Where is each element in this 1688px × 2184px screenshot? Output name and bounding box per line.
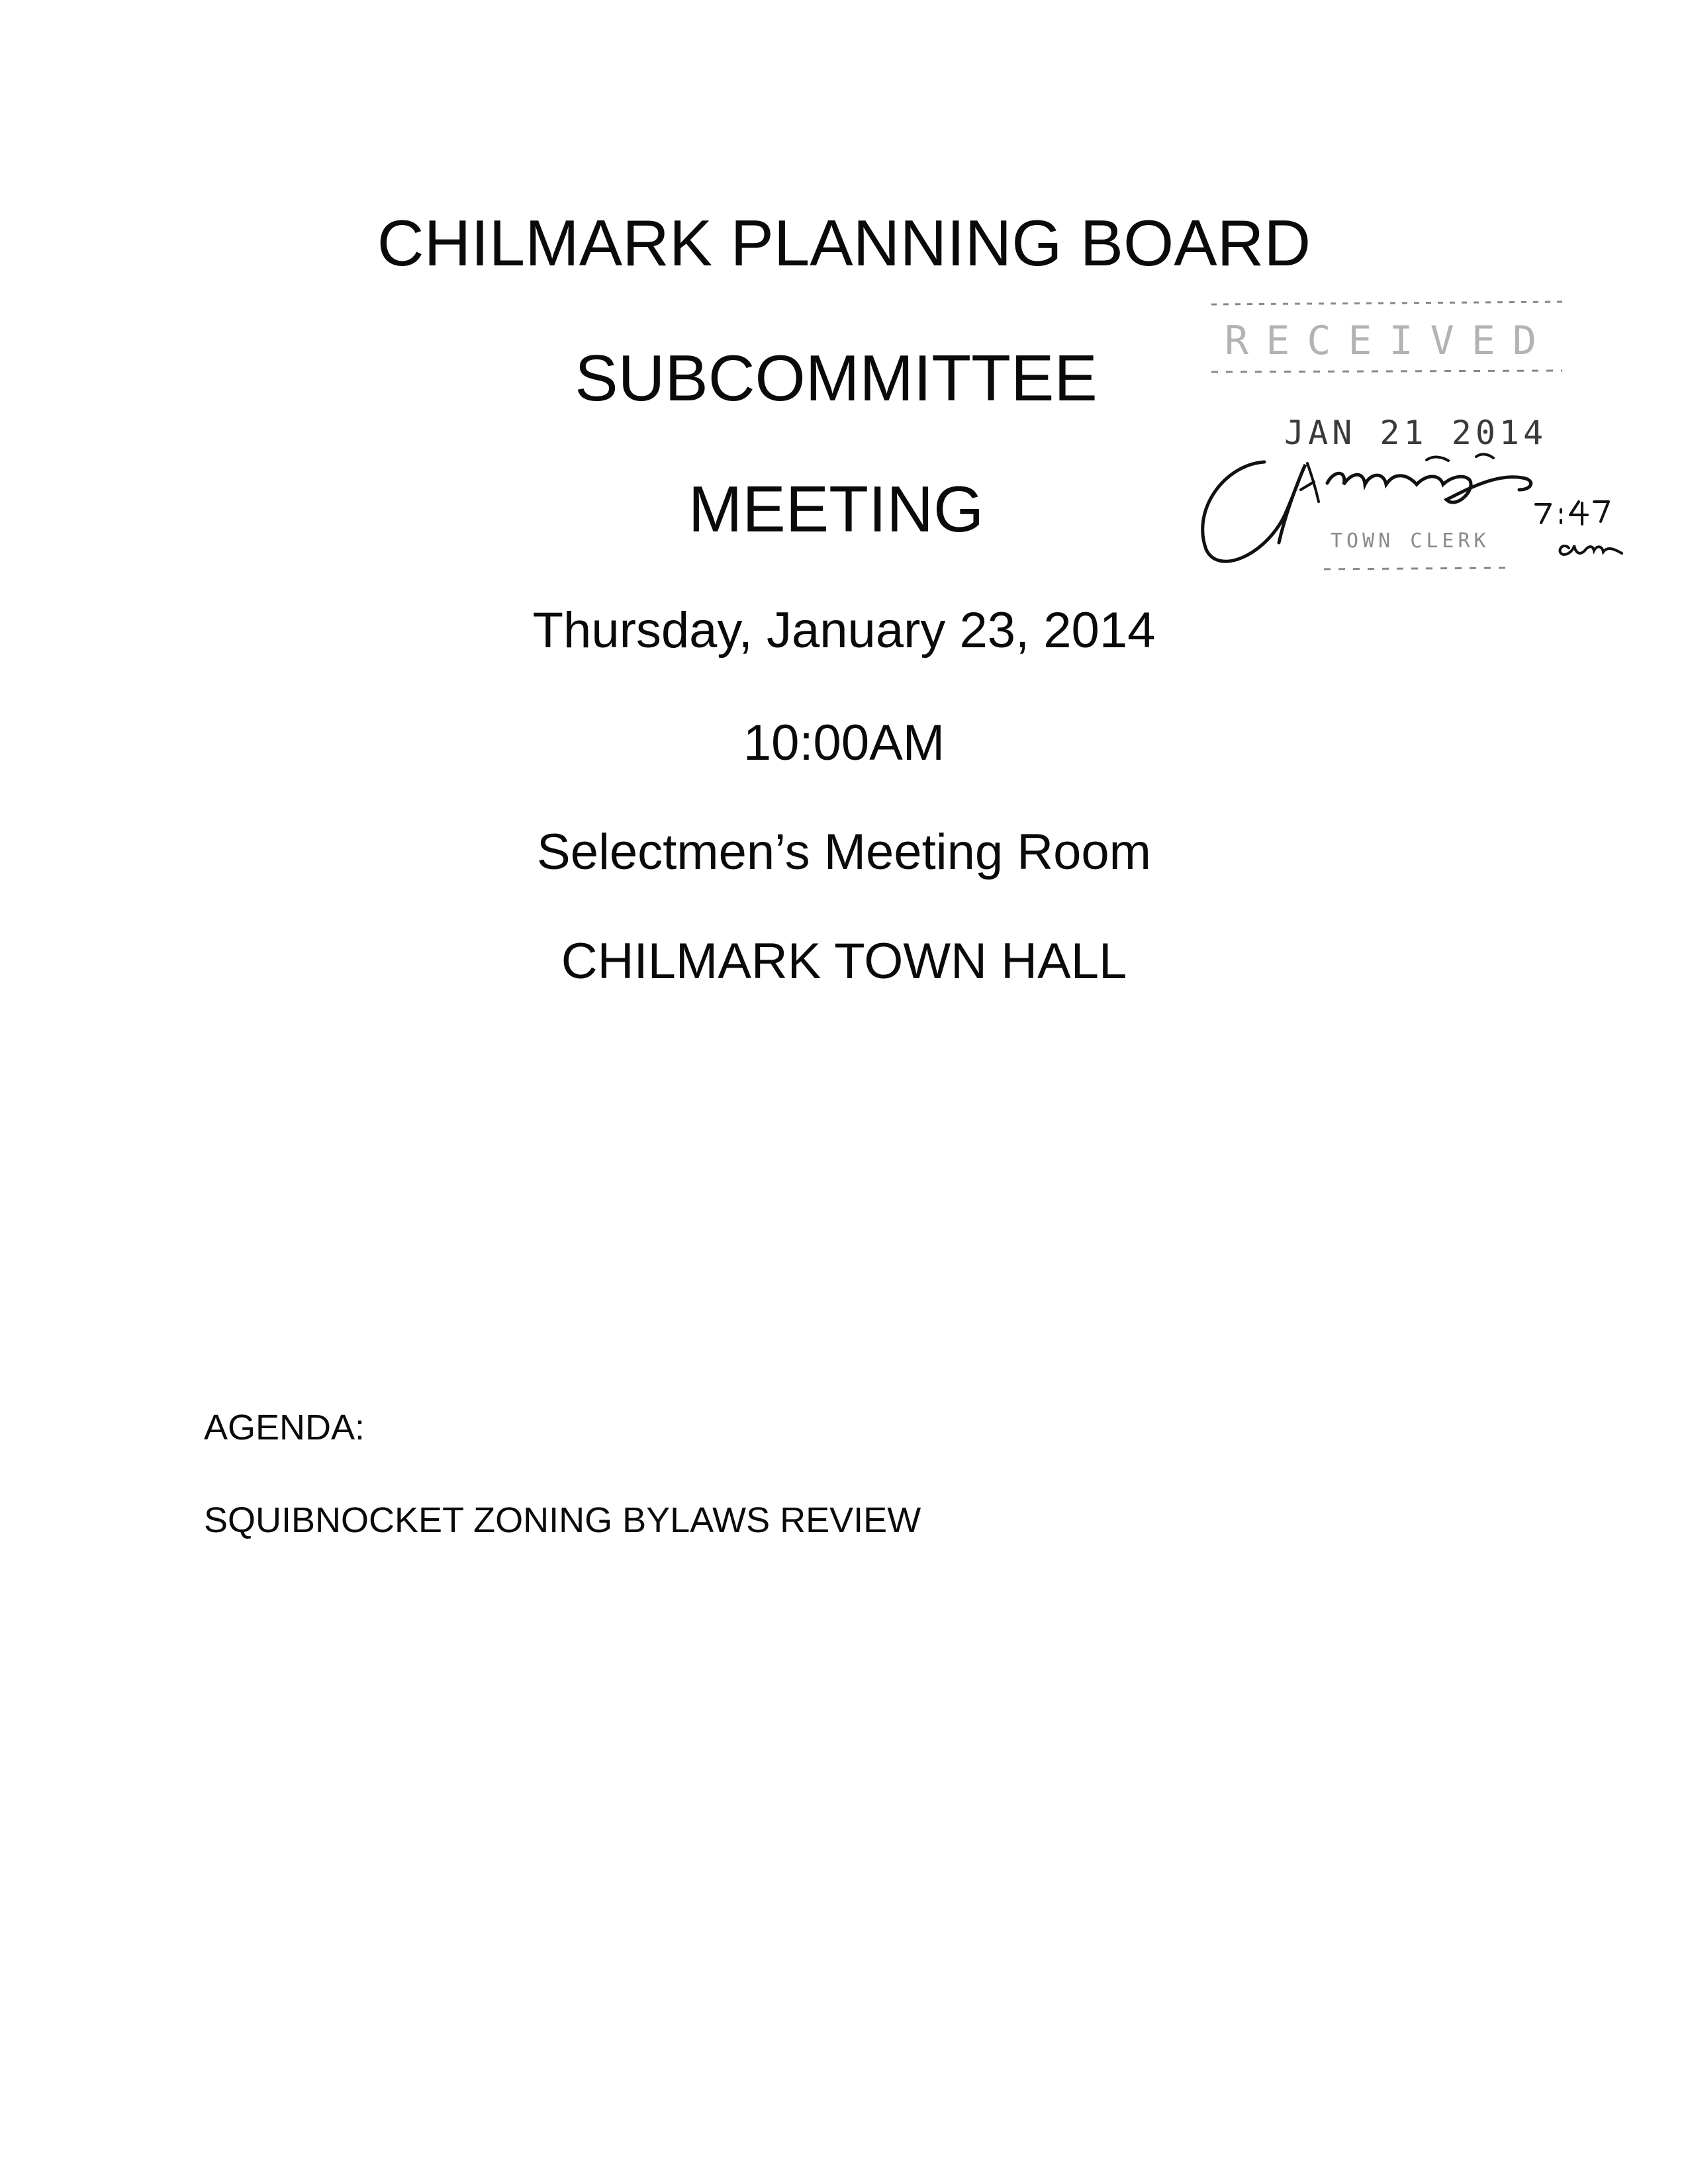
meeting-title-subcommittee: SUBCOMMITTEE [575,341,1098,414]
meeting-date: Thursday, January 23, 2014 [532,602,1156,659]
stamp-received-label: RECEIVED [1225,318,1554,364]
meeting-building: CHILMARK TOWN HALL [561,933,1127,989]
received-stamp [1165,291,1628,582]
meeting-room: Selectmen’s Meeting Room [537,824,1151,880]
agenda-label: AGENDA: [204,1408,365,1447]
meeting-title-board: CHILMARK PLANNING BOARD [377,206,1311,279]
handwritten-signature [1165,291,1628,582]
agenda-item: SQUIBNOCKET ZONING BYLAWS REVIEW [204,1500,921,1540]
meeting-time: 10:00AM [743,715,945,771]
meeting-title-meeting: MEETING [688,473,984,545]
stamp-department: TOWN CLERK [1331,529,1490,553]
stamp-date: JAN 21 2014 [1284,414,1548,452]
